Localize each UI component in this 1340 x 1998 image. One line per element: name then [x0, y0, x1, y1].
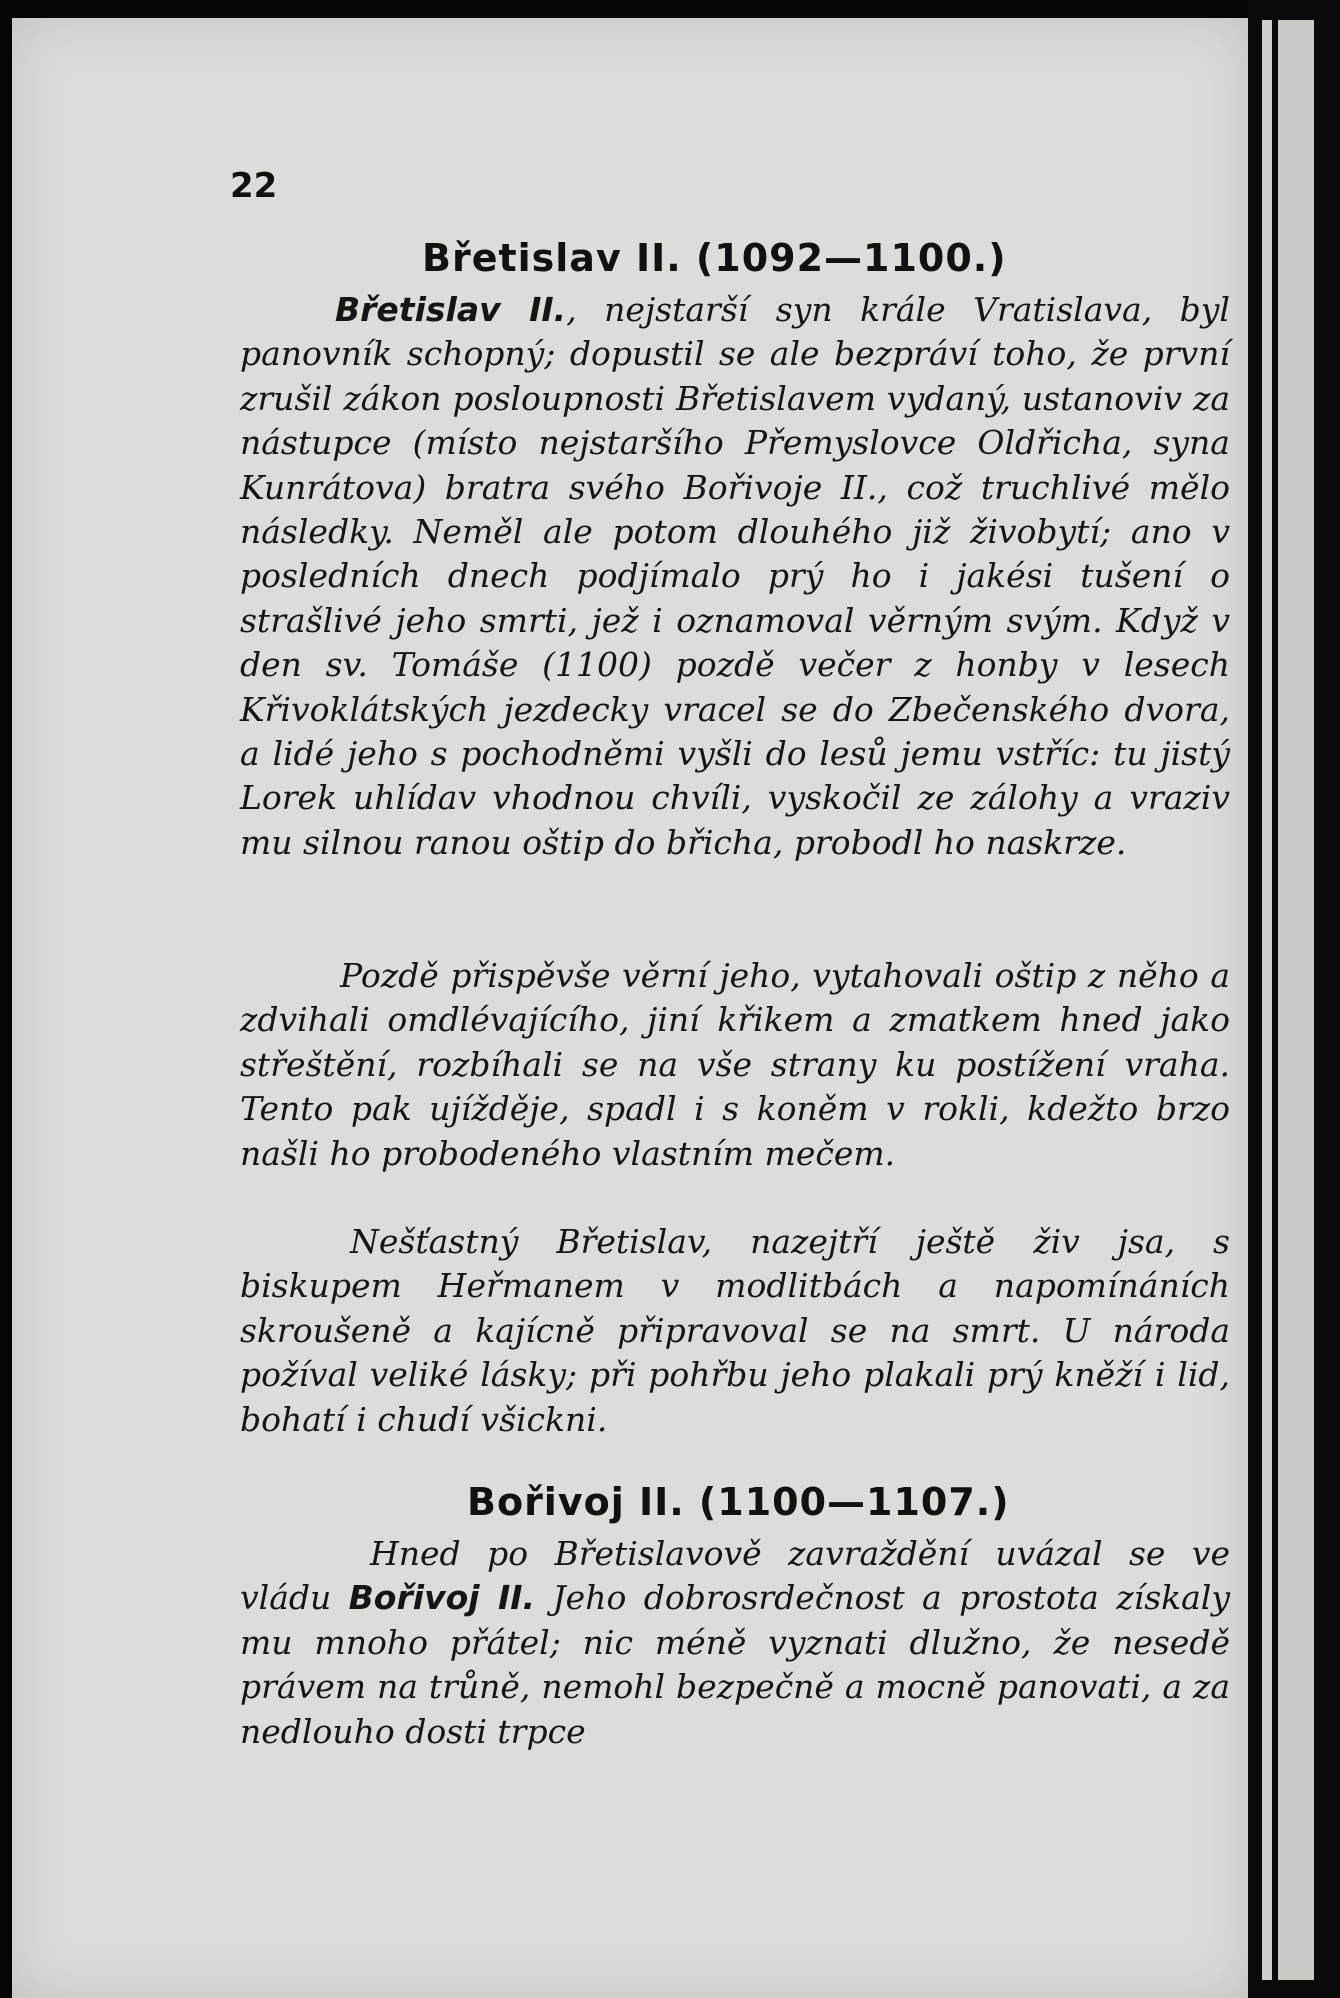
paragraph — [240, 288, 1230, 865]
paragraph: Nešťastný Břetislav, nazejtří ještě živ jsa, s biskupem Heřmanem v modlitbách a napomínáních skroušeně a kajícně připravoval se na smrt. U národa požíval veliké lásky; při pohřbu jeho plakali prý kněží i lid, bohatí i chudí všickni. — [240, 1222, 1230, 1439]
page-number: 22 — [230, 166, 278, 206]
section-heading-borivoj: Bořivoj II. (1100—1107.) — [467, 1480, 1010, 1524]
paragraph — [240, 1532, 1230, 1754]
paragraph-text: Jeho dobrosrdečnost a prostota získaly mu mnoho přátel; nic méně vyznati dlužno, že nesedě právem na trůně, nemohl bezpečně a mocně panovati, a za nedlouho dosti trpce — [240, 1578, 1230, 1751]
page-edge — [1248, 0, 1340, 1998]
book-page — [12, 18, 1248, 1998]
paragraph-text: Hned po Břetislavově zavraždění uvázal se ve vládu — [240, 1534, 1230, 1618]
bold-name-bretislav: Břetislav II. — [335, 290, 567, 329]
bold-name-borivoj: Bořivoj II. — [348, 1578, 536, 1618]
paragraph-text: , nejstarší syn krále Vratislava, byl panovník schopný; dopustil se ale bezpráví toho, že první zrušil zákon posloupnosti Břetislavem vydaný, ustanoviv za nástupce (místo nejstaršího Přemyslovce Oldřicha, syna Kunrátova) bratra svého Bořivoje II., což truchlivé mělo následky. Neměl ale potom dlouhého již živobytí; ano v posledních dnech podjímalo prý ho i jakési tušení o strašlivé jeho smrti, jež i oznamoval věrným svým. Když v den sv. Tomáše (1100) pozdě večer z honby v lesech Křivoklátských jezdecky vracel se do Zbečenského dvora, a lidé jeho s pochodněmi vyšli do lesů jemu vstříc: tu jistý Lorek uhlídav vhodnou chvíli, vyskočil ze zálohy a vraziv mu silnou ranou oštip do břicha, probodl ho naskrze. — [240, 290, 1230, 862]
section-heading-bretislav: Břetislav II. (1092—1100.) — [422, 236, 1007, 280]
paragraph: Pozdě přispěvše věrní jeho, vytahovali oštip z něho a zdvihali omdlévajícího, jiní křikem a zmatkem hned jako střeštění, rozbíhali se na vše strany ku postížení vraha. Tento pak ujížděje, spadl i s koněm v rokli, kdežto brzo našli ho probodeného vlastním mečem. — [240, 956, 1230, 1173]
page-edge-stripe — [1262, 20, 1272, 1980]
next-page-edge — [1278, 20, 1314, 1980]
